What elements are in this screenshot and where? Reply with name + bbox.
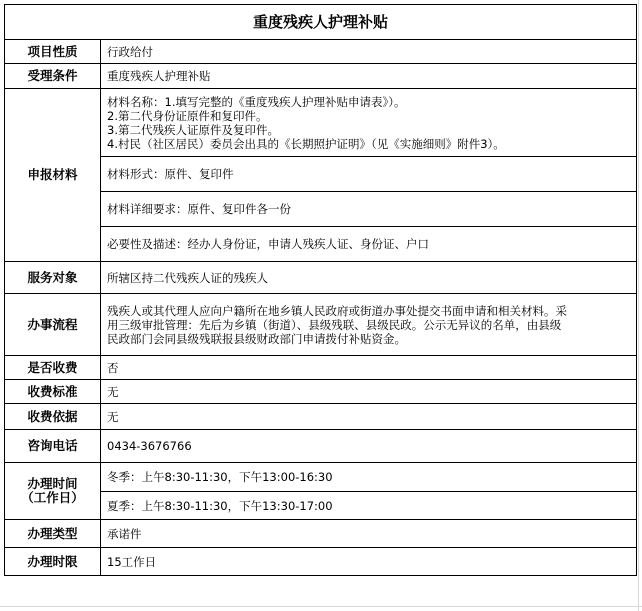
value-fee-basis: 无 <box>101 404 637 430</box>
value-nature: 行政给付 <box>101 40 637 64</box>
hours-winter: 冬季：上午8:30-11:30，下午13:00-16:30 <box>101 463 637 492</box>
label-materials: 申报材料 <box>5 89 101 262</box>
value-time-limit: 15工作日 <box>101 548 637 576</box>
value-charge: 否 <box>101 356 637 380</box>
label-type: 办理类型 <box>5 520 101 548</box>
grid-line <box>0 606 642 607</box>
value-fee-standard: 无 <box>101 380 637 404</box>
label-fee-standard: 收费标准 <box>5 380 101 404</box>
materials-line: 2.第二代身份证原件和复印件。 <box>107 108 268 123</box>
label-phone: 咨询电话 <box>5 430 101 463</box>
label-process: 办事流程 <box>5 294 101 356</box>
materials-line: 3.第二代残疾人证原件及复印件。 <box>107 122 279 137</box>
label-charge: 是否收费 <box>5 356 101 380</box>
value-service-target: 所辖区持二代残疾人证的残疾人 <box>101 262 637 294</box>
table-title: 重度残疾人护理补贴 <box>5 5 637 40</box>
label-conditions: 受理条件 <box>5 64 101 89</box>
label-time-limit: 办理时限 <box>5 548 101 576</box>
label-service-target: 服务对象 <box>5 262 101 294</box>
label-nature: 项目性质 <box>5 40 101 64</box>
process-line: 残疾人或其代理人应向户籍所在地乡镇人民政府或街道办事处提交书面申请和相关材料。采 <box>107 303 567 318</box>
info-table <box>4 4 637 576</box>
materials-necessity: 必要性及描述：经办人身份证，申请人残疾人证、身份证、户口 <box>101 227 637 262</box>
label-hours-line2: （工作日） <box>21 490 84 505</box>
materials-detail: 材料详细要求：原件、复印件各一份 <box>101 192 637 227</box>
value-phone: 0434-3676766 <box>101 430 637 463</box>
process-line: 民政部门会同县级残联报县级财政部门申请拨付补贴资金。 <box>107 331 406 346</box>
value-conditions: 重度残疾人护理补贴 <box>101 64 637 89</box>
label-hours-line1: 办理时间 <box>27 476 78 491</box>
materials-line: 材料名称：1.填写完整的《重度残疾人护理补贴申请表》）。 <box>107 94 406 109</box>
value-process <box>101 294 637 356</box>
materials-line: 4.村民（社区居民）委员会出具的《长期照护证明》（见《实施细则》附件3）。 <box>107 136 505 151</box>
materials-list <box>101 89 637 157</box>
grid-line <box>638 0 639 611</box>
hours-summer: 夏季：上午8:30-11:30，下午13:30-17:00 <box>101 492 637 520</box>
process-line: 用三级审批管理：先后为乡镇（街道）、县级残联、县级民政。公示无异议的名单，由县级 <box>107 317 562 332</box>
label-hours <box>5 463 101 520</box>
label-fee-basis: 收费依据 <box>5 404 101 430</box>
materials-form: 材料形式：原件、复印件 <box>101 157 637 192</box>
value-type: 承诺件 <box>101 520 637 548</box>
